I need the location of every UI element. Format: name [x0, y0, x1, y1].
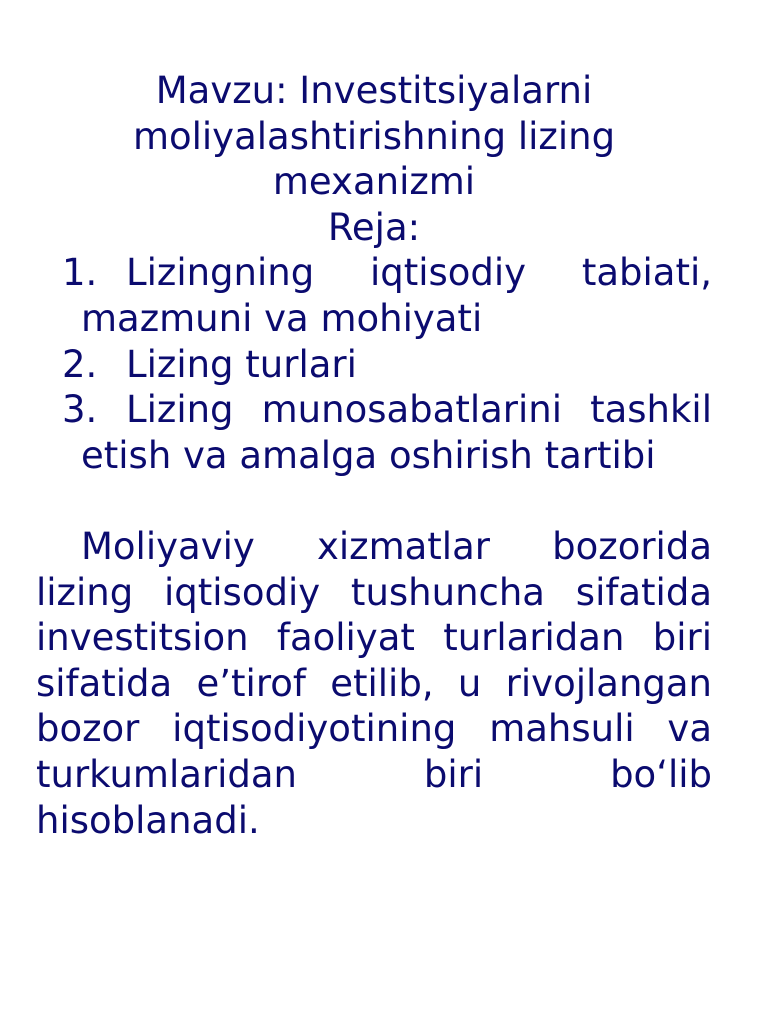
plan-heading: Reja:	[327, 205, 421, 249]
plan-item-text: Lizingning iqtisodiy tabiati, mazmuni va mohiyati	[81, 251, 712, 340]
document-page	[36, 68, 712, 843]
plan-item-number: 1.	[62, 251, 98, 295]
body-paragraph: Moliyaviy xizmatlar bozorida lizing iqtisodiy tushuncha sifatida investitsion faoliyat turlaridan biri sifatida e’tirof etilib, u rivojlangan bozor iqtisodiyotining mahsuli va turkumlaridan biri bo‘lib hisoblanadi.	[36, 524, 712, 842]
plan-item	[36, 387, 712, 478]
topic-title	[36, 68, 712, 205]
topic-title-line: Mavzu: Investitsiyalarni	[155, 69, 593, 112]
plan-item	[36, 342, 712, 388]
topic-title-line: mexanizmi	[272, 160, 476, 204]
plan-item-text: Lizing turlari	[126, 342, 357, 386]
topic-title-line: moliyalashtirishning lizing	[132, 114, 616, 158]
plan-list	[36, 250, 712, 478]
paragraph-gap	[36, 478, 712, 524]
plan-item-number: 3.	[62, 388, 98, 432]
plan-item-number: 2.	[62, 342, 98, 386]
plan-item	[36, 250, 712, 341]
plan-item-text: Lizing munosabatlarini tashkil etish va amalga oshirish tartibi	[81, 388, 712, 477]
